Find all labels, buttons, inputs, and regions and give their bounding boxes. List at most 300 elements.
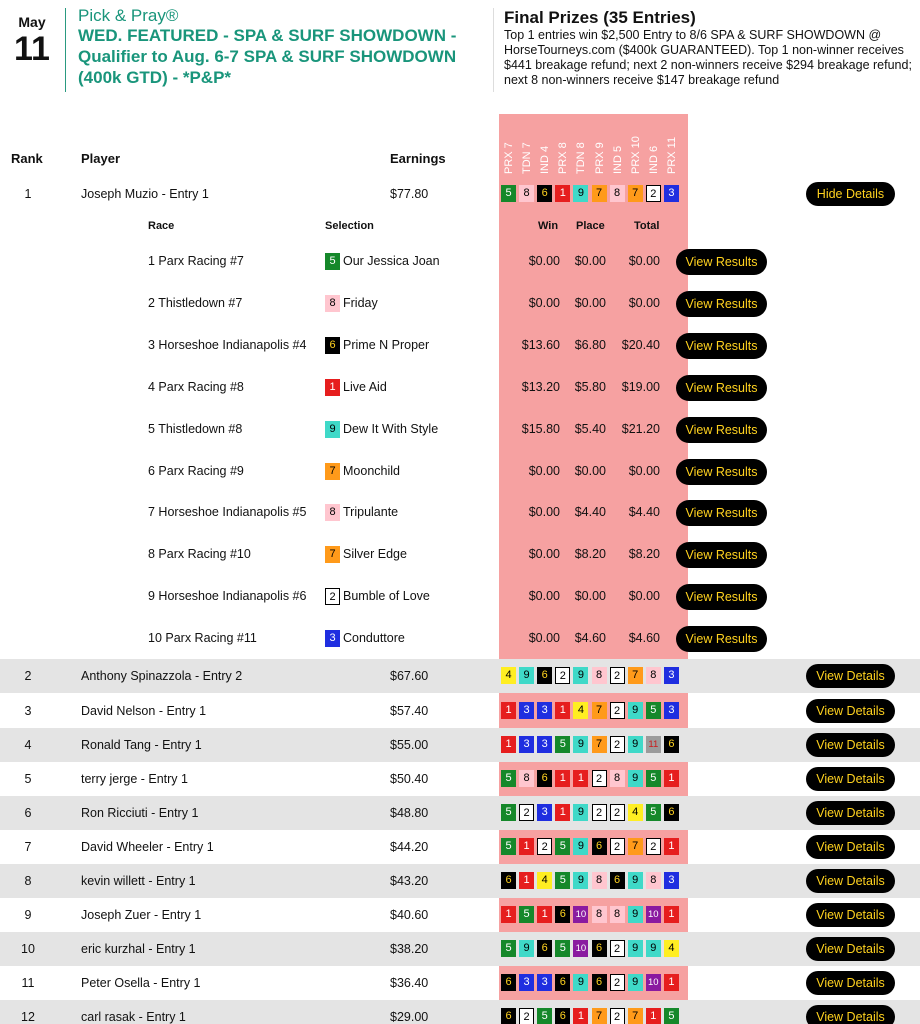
race-column-headers xyxy=(499,114,688,182)
race-column-label: IND 5 xyxy=(611,145,624,174)
race-column-label: IND 4 xyxy=(539,145,552,174)
event-date xyxy=(8,14,56,66)
saddle-cloth-number: 7 xyxy=(628,1008,643,1024)
saddle-cloth-number: 10 xyxy=(646,906,661,923)
saddle-cloth-number: 1 xyxy=(555,702,570,719)
view-details-button[interactable]: View Details xyxy=(806,869,895,893)
saddle-cloth-number: 2 xyxy=(592,804,607,821)
saddle-cloth-number: 6 xyxy=(555,1008,570,1024)
place-payout: $0.00 xyxy=(574,254,606,268)
entry-picks xyxy=(499,177,688,211)
race-name: 5 Thistledown #8 xyxy=(148,421,243,436)
view-details-button[interactable]: View Details xyxy=(806,733,895,757)
horse-name: Tripulante xyxy=(343,505,399,520)
race-result-row xyxy=(0,324,920,366)
details-total-header: Total xyxy=(634,220,660,232)
saddle-cloth-number: 2 xyxy=(519,1008,534,1024)
player-name: Joseph Muzio - Entry 1 xyxy=(81,187,209,201)
earnings-column-header: Earnings xyxy=(390,151,446,166)
total-payout: $19.00 xyxy=(621,379,660,394)
horse-name: Bumble of Love xyxy=(343,589,430,604)
horse-name: Silver Edge xyxy=(343,547,407,562)
saddle-cloth-number: 1 xyxy=(555,770,570,787)
rank-value: 1 xyxy=(24,187,32,201)
saddle-cloth-number: 9 xyxy=(573,736,588,753)
win-payout: $13.60 xyxy=(521,337,560,352)
saddle-cloth-number: 6 xyxy=(592,838,607,855)
race-result-row xyxy=(0,408,920,450)
win-payout: $0.00 xyxy=(528,547,560,562)
win-payout: $0.00 xyxy=(528,505,560,520)
hide-details-button[interactable]: Hide Details xyxy=(806,182,895,206)
saddle-cloth-number: 2 xyxy=(646,838,661,855)
saddle-cloth-number: 5 xyxy=(646,804,661,821)
view-results-button[interactable]: View Results xyxy=(676,333,767,359)
earnings-value: $38.20 xyxy=(390,942,429,956)
total-payout: $0.00 xyxy=(628,295,660,310)
saddle-cloth-number: 3 xyxy=(537,702,552,719)
race-column-label: PRX 10 xyxy=(629,136,642,174)
saddle-cloth-number: 8 xyxy=(519,185,534,202)
saddle-cloth-number: 3 xyxy=(519,974,534,991)
view-details-button[interactable]: View Details xyxy=(806,801,895,825)
saddle-cloth-number: 5 xyxy=(664,1008,679,1024)
race-column-header xyxy=(646,114,664,174)
win-payout: $0.00 xyxy=(528,589,560,604)
entry-picks xyxy=(499,898,688,932)
total-payout: $4.60 xyxy=(628,631,660,646)
saddle-cloth-number: 2 xyxy=(610,736,625,753)
saddle-cloth-number: 1 xyxy=(519,838,534,855)
leaderboard-row xyxy=(0,659,920,693)
saddle-cloth-number: 1 xyxy=(664,974,679,991)
saddle-cloth-number: 1 xyxy=(573,1008,588,1024)
view-results-button[interactable]: View Results xyxy=(676,375,767,401)
saddle-cloth-number: 1 xyxy=(664,838,679,855)
saddle-cloth-number: 6 xyxy=(325,337,340,354)
saddle-cloth-number: 8 xyxy=(592,667,607,684)
saddle-cloth-number: 7 xyxy=(628,667,643,684)
saddle-cloth-number: 5 xyxy=(537,1008,552,1024)
prize-description: Top 1 entries win $2,500 Entry to 8/6 SPA & SURF SHOWDOWN @ HorseTourneys.com ($400k GUARANTEED). Top 1 non-winner receives $441 breakage refund; next 2 non-winners receive $294 breakage refund; next 8 non-winners receive $147 breakage refund xyxy=(504,28,912,87)
saddle-cloth-number: 6 xyxy=(592,940,607,957)
saddle-cloth-number: 8 xyxy=(646,872,661,889)
saddle-cloth-number: 8 xyxy=(610,906,625,923)
earnings-value: $29.00 xyxy=(390,1010,429,1024)
saddle-cloth-number: 9 xyxy=(628,770,643,787)
view-details-button[interactable]: View Details xyxy=(806,971,895,995)
place-payout: $8.20 xyxy=(574,547,606,562)
race-column-header xyxy=(664,114,682,174)
saddle-cloth-number: 3 xyxy=(325,630,340,647)
earnings-value: $57.40 xyxy=(390,704,429,718)
leaderboard-row xyxy=(0,966,920,1000)
race-name: 6 Parx Racing #9 xyxy=(148,463,244,478)
details-win-header: Win xyxy=(538,220,559,232)
saddle-cloth-number: 9 xyxy=(573,872,588,889)
prize-info xyxy=(504,8,914,88)
saddle-cloth-number: 3 xyxy=(537,804,552,821)
horse-name: Moonchild xyxy=(343,463,400,478)
saddle-cloth-number: 3 xyxy=(664,667,679,684)
race-result-row xyxy=(0,575,920,617)
saddle-cloth-number: 1 xyxy=(537,906,552,923)
details-race-header: Race xyxy=(148,220,175,232)
rank-value: 12 xyxy=(21,1010,35,1024)
saddle-cloth-number: 1 xyxy=(573,770,588,787)
saddle-cloth-number: 10 xyxy=(573,906,588,923)
saddle-cloth-number: 8 xyxy=(610,185,625,202)
race-name: 4 Parx Racing #8 xyxy=(148,379,244,394)
total-payout: $8.20 xyxy=(628,547,660,562)
saddle-cloth-number: 9 xyxy=(628,906,643,923)
saddle-cloth-number: 9 xyxy=(628,872,643,889)
saddle-cloth-number: 2 xyxy=(610,838,625,855)
rank-value: 2 xyxy=(24,669,32,683)
rank-value: 5 xyxy=(24,772,32,786)
view-results-button[interactable]: View Results xyxy=(676,500,767,526)
saddle-cloth-number: 4 xyxy=(628,804,643,821)
race-column-header xyxy=(555,114,573,174)
win-payout: $0.00 xyxy=(528,254,560,268)
view-details-button[interactable]: View Details xyxy=(806,767,895,791)
place-payout: $0.00 xyxy=(574,463,606,478)
saddle-cloth-number: 8 xyxy=(519,770,534,787)
saddle-cloth-number: 1 xyxy=(555,185,570,202)
rank-value: 10 xyxy=(21,942,35,956)
saddle-cloth-number: 9 xyxy=(628,974,643,991)
saddle-cloth-number: 7 xyxy=(592,1008,607,1024)
player-name: Ron Ricciuti - Entry 1 xyxy=(81,806,199,820)
horse-name: Prime N Proper xyxy=(343,337,430,352)
win-payout: $15.80 xyxy=(521,421,560,436)
player-name: eric kurzhal - Entry 1 xyxy=(81,942,196,956)
player-name: kevin willett - Entry 1 xyxy=(81,874,196,888)
saddle-cloth-number: 3 xyxy=(537,736,552,753)
view-results-button[interactable]: View Results xyxy=(676,626,767,652)
saddle-cloth-number: 6 xyxy=(501,1008,516,1024)
race-column-label: IND 6 xyxy=(647,145,660,174)
saddle-cloth-number: 4 xyxy=(664,940,679,957)
saddle-cloth-number: 9 xyxy=(573,804,588,821)
saddle-cloth-number: 5 xyxy=(501,838,516,855)
saddle-cloth-number: 2 xyxy=(537,838,552,855)
earnings-value: $36.40 xyxy=(390,976,429,990)
player-name: Peter Osella - Entry 1 xyxy=(81,976,201,990)
saddle-cloth-number: 6 xyxy=(537,770,552,787)
rank-value: 4 xyxy=(24,738,32,752)
entry-picks xyxy=(499,966,688,1000)
leaderboard-row xyxy=(0,932,920,966)
win-payout: $0.00 xyxy=(528,463,560,478)
total-payout: $0.00 xyxy=(628,463,660,478)
race-column-header xyxy=(592,114,610,174)
leaderboard-row xyxy=(0,864,920,898)
horse-name: Our Jessica Joan xyxy=(343,254,440,268)
leaderboard-row xyxy=(0,830,920,864)
saddle-cloth-number: 5 xyxy=(501,940,516,957)
place-payout: $4.40 xyxy=(574,505,606,520)
race-result-row xyxy=(0,617,920,659)
saddle-cloth-number: 5 xyxy=(555,736,570,753)
saddle-cloth-number: 6 xyxy=(537,940,552,957)
place-payout: $0.00 xyxy=(574,589,606,604)
rank-value: 3 xyxy=(24,704,32,718)
date-day: 11 xyxy=(14,30,50,68)
contest-title xyxy=(78,6,478,88)
entry-picks xyxy=(499,830,688,864)
contest-brand: Pick & Pray® xyxy=(78,6,179,25)
race-result-row xyxy=(0,533,920,575)
view-details-button[interactable]: View Details xyxy=(806,699,895,723)
race-column-label: PRX 9 xyxy=(593,142,606,174)
earnings-value: $67.60 xyxy=(390,669,429,683)
saddle-cloth-number: 9 xyxy=(628,736,643,753)
saddle-cloth-number: 1 xyxy=(325,379,340,396)
saddle-cloth-number: 2 xyxy=(592,770,607,787)
details-place-header: Place xyxy=(576,220,605,232)
entry-picks xyxy=(499,796,688,830)
view-results-button[interactable]: View Results xyxy=(676,291,767,317)
saddle-cloth-number: 9 xyxy=(573,185,588,202)
rank-value: 6 xyxy=(24,806,32,820)
view-results-button[interactable]: View Results xyxy=(676,249,767,275)
earnings-value: $55.00 xyxy=(390,738,429,752)
saddle-cloth-number: 4 xyxy=(501,667,516,684)
saddle-cloth-number: 7 xyxy=(592,702,607,719)
total-payout: $20.40 xyxy=(621,337,660,352)
saddle-cloth-number: 5 xyxy=(555,940,570,957)
saddle-cloth-number: 5 xyxy=(501,770,516,787)
saddle-cloth-number: 9 xyxy=(519,940,534,957)
view-results-button[interactable]: View Results xyxy=(676,584,767,610)
saddle-cloth-number: 7 xyxy=(325,546,340,563)
race-column-label: TDN 8 xyxy=(575,142,588,174)
entry-picks xyxy=(499,1000,688,1024)
saddle-cloth-number: 9 xyxy=(573,974,588,991)
view-details-button[interactable]: View Details xyxy=(806,835,895,859)
saddle-cloth-number: 8 xyxy=(592,872,607,889)
saddle-cloth-number: 6 xyxy=(501,974,516,991)
saddle-cloth-number: 6 xyxy=(537,185,552,202)
race-result-row xyxy=(0,282,920,324)
saddle-cloth-number: 8 xyxy=(325,504,340,521)
saddle-cloth-number: 2 xyxy=(610,667,625,684)
player-name: Anthony Spinazzola - Entry 2 xyxy=(81,669,243,683)
saddle-cloth-number: 2 xyxy=(610,1008,625,1024)
race-column-header xyxy=(537,114,555,174)
earnings-value: $77.80 xyxy=(390,187,429,201)
view-details-button[interactable]: View Details xyxy=(806,1005,895,1024)
saddle-cloth-number: 3 xyxy=(664,702,679,719)
saddle-cloth-number: 4 xyxy=(537,872,552,889)
player-name: Ronald Tang - Entry 1 xyxy=(81,738,202,752)
saddle-cloth-number: 8 xyxy=(646,667,661,684)
saddle-cloth-number: 6 xyxy=(664,804,679,821)
place-payout: $6.80 xyxy=(574,337,606,352)
total-payout: $0.00 xyxy=(628,589,660,604)
race-name: 7 Horseshoe Indianapolis #5 xyxy=(148,505,307,520)
rank-value: 9 xyxy=(24,908,32,922)
horse-name: Conduttore xyxy=(343,631,405,646)
total-payout: $21.20 xyxy=(621,421,660,436)
total-payout: $0.00 xyxy=(628,254,660,268)
earnings-value: $50.40 xyxy=(390,772,429,786)
horse-name: Dew It With Style xyxy=(343,421,439,436)
saddle-cloth-number: 2 xyxy=(555,667,570,684)
race-column-label: PRX 11 xyxy=(665,136,678,174)
player-name: terry jerge - Entry 1 xyxy=(81,772,188,786)
saddle-cloth-number: 6 xyxy=(537,667,552,684)
saddle-cloth-number: 9 xyxy=(573,667,588,684)
saddle-cloth-number: 7 xyxy=(325,463,340,480)
rank-value: 7 xyxy=(24,840,32,854)
saddle-cloth-number: 5 xyxy=(501,185,516,202)
view-results-button[interactable]: View Results xyxy=(676,417,767,443)
entry-picks xyxy=(499,864,688,898)
saddle-cloth-number: 6 xyxy=(664,736,679,753)
saddle-cloth-number: 6 xyxy=(555,974,570,991)
leaderboard-row xyxy=(0,762,920,796)
saddle-cloth-number: 9 xyxy=(573,838,588,855)
saddle-cloth-number: 3 xyxy=(664,872,679,889)
race-result-row xyxy=(0,366,920,408)
leaderboard-row xyxy=(0,177,920,211)
race-column-header xyxy=(501,114,519,174)
saddle-cloth-number: 9 xyxy=(628,940,643,957)
saddle-cloth-number: 6 xyxy=(592,974,607,991)
saddle-cloth-number: 6 xyxy=(555,906,570,923)
saddle-cloth-number: 1 xyxy=(519,872,534,889)
entry-picks xyxy=(499,762,688,796)
win-payout: $13.20 xyxy=(521,379,560,394)
race-name: 9 Horseshoe Indianapolis #6 xyxy=(148,589,307,604)
saddle-cloth-number: 9 xyxy=(519,667,534,684)
earnings-value: $44.20 xyxy=(390,840,429,854)
leaderboard-row xyxy=(0,728,920,762)
rank-column-header: Rank xyxy=(11,151,43,166)
view-details-button[interactable]: View Details xyxy=(806,664,895,688)
place-payout: $4.60 xyxy=(574,631,606,646)
race-result-row xyxy=(0,491,920,533)
saddle-cloth-number: 2 xyxy=(610,702,625,719)
earnings-value: $48.80 xyxy=(390,806,429,820)
saddle-cloth-number: 2 xyxy=(610,804,625,821)
saddle-cloth-number: 1 xyxy=(501,736,516,753)
saddle-cloth-number: 7 xyxy=(592,736,607,753)
earnings-value: $40.60 xyxy=(390,908,429,922)
race-name: 3 Horseshoe Indianapolis #4 xyxy=(148,337,307,352)
player-name: David Nelson - Entry 1 xyxy=(81,704,207,718)
saddle-cloth-number: 4 xyxy=(573,702,588,719)
saddle-cloth-number: 7 xyxy=(628,838,643,855)
saddle-cloth-number: 5 xyxy=(501,804,516,821)
saddle-cloth-number: 1 xyxy=(501,906,516,923)
saddle-cloth-number: 2 xyxy=(646,185,661,202)
view-results-button[interactable]: View Results xyxy=(676,459,767,485)
player-name: Joseph Zuer - Entry 1 xyxy=(81,908,202,922)
saddle-cloth-number: 1 xyxy=(664,906,679,923)
saddle-cloth-number: 5 xyxy=(519,906,534,923)
saddle-cloth-number: 8 xyxy=(592,906,607,923)
saddle-cloth-number: 9 xyxy=(628,702,643,719)
win-payout: $0.00 xyxy=(528,295,560,310)
race-column-label: TDN 7 xyxy=(521,142,534,174)
race-name: 2 Thistledown #7 xyxy=(148,295,243,310)
entry-picks xyxy=(499,932,688,966)
race-result-row xyxy=(0,240,920,282)
horse-name: Live Aid xyxy=(343,379,387,394)
entry-picks xyxy=(499,694,688,728)
place-payout: $5.80 xyxy=(574,379,606,394)
player-name: David Wheeler - Entry 1 xyxy=(81,840,214,854)
saddle-cloth-number: 5 xyxy=(646,702,661,719)
saddle-cloth-number: 5 xyxy=(555,838,570,855)
saddle-cloth-number: 3 xyxy=(519,702,534,719)
saddle-cloth-number: 9 xyxy=(325,421,340,438)
saddle-cloth-number: 10 xyxy=(573,940,588,957)
view-results-button[interactable]: View Results xyxy=(676,542,767,568)
place-payout: $0.00 xyxy=(574,295,606,310)
saddle-cloth-number: 8 xyxy=(610,770,625,787)
saddle-cloth-number: 5 xyxy=(646,770,661,787)
saddle-cloth-number: 2 xyxy=(610,940,625,957)
win-payout: $0.00 xyxy=(528,631,560,646)
saddle-cloth-number: 2 xyxy=(325,588,340,605)
rank-value: 11 xyxy=(21,976,35,990)
rank-value: 8 xyxy=(24,874,32,888)
total-payout: $4.40 xyxy=(628,505,660,520)
saddle-cloth-number: 6 xyxy=(610,872,625,889)
divider xyxy=(493,8,494,92)
race-column-header xyxy=(519,114,537,174)
saddle-cloth-number: 1 xyxy=(664,770,679,787)
leaderboard-row xyxy=(0,694,920,728)
divider xyxy=(65,8,66,92)
saddle-cloth-number: 9 xyxy=(646,940,661,957)
view-details-button[interactable]: View Details xyxy=(806,937,895,961)
race-column-header xyxy=(610,114,628,174)
saddle-cloth-number: 8 xyxy=(325,295,340,312)
saddle-cloth-number: 6 xyxy=(501,872,516,889)
place-payout: $5.40 xyxy=(574,421,606,436)
earnings-value: $43.20 xyxy=(390,874,429,888)
saddle-cloth-number: 1 xyxy=(501,702,516,719)
player-name: carl rasak - Entry 1 xyxy=(81,1010,186,1024)
race-column-header xyxy=(573,114,591,174)
race-name: 1 Parx Racing #7 xyxy=(148,254,244,268)
saddle-cloth-number: 3 xyxy=(519,736,534,753)
saddle-cloth-number: 3 xyxy=(537,974,552,991)
race-column-header xyxy=(628,114,646,174)
horse-name: Friday xyxy=(343,295,378,310)
contest-name: WED. FEATURED - SPA & SURF SHOWDOWN - Qualifier to Aug. 6-7 SPA & SURF SHOWDOWN (400k GTD) - *P&P* xyxy=(78,26,457,87)
saddle-cloth-number: 2 xyxy=(610,974,625,991)
saddle-cloth-number: 3 xyxy=(664,185,679,202)
entry-picks xyxy=(499,659,688,693)
details-selection-header: Selection xyxy=(325,220,374,232)
saddle-cloth-number: 11 xyxy=(646,736,661,753)
saddle-cloth-number: 2 xyxy=(519,804,534,821)
saddle-cloth-number: 1 xyxy=(555,804,570,821)
entry-picks xyxy=(499,728,688,762)
saddle-cloth-number: 5 xyxy=(555,872,570,889)
leaderboard-row xyxy=(0,796,920,830)
view-details-button[interactable]: View Details xyxy=(806,903,895,927)
saddle-cloth-number: 5 xyxy=(325,253,340,270)
race-column-label: PRX 8 xyxy=(557,142,570,174)
leaderboard-row xyxy=(0,1000,920,1024)
